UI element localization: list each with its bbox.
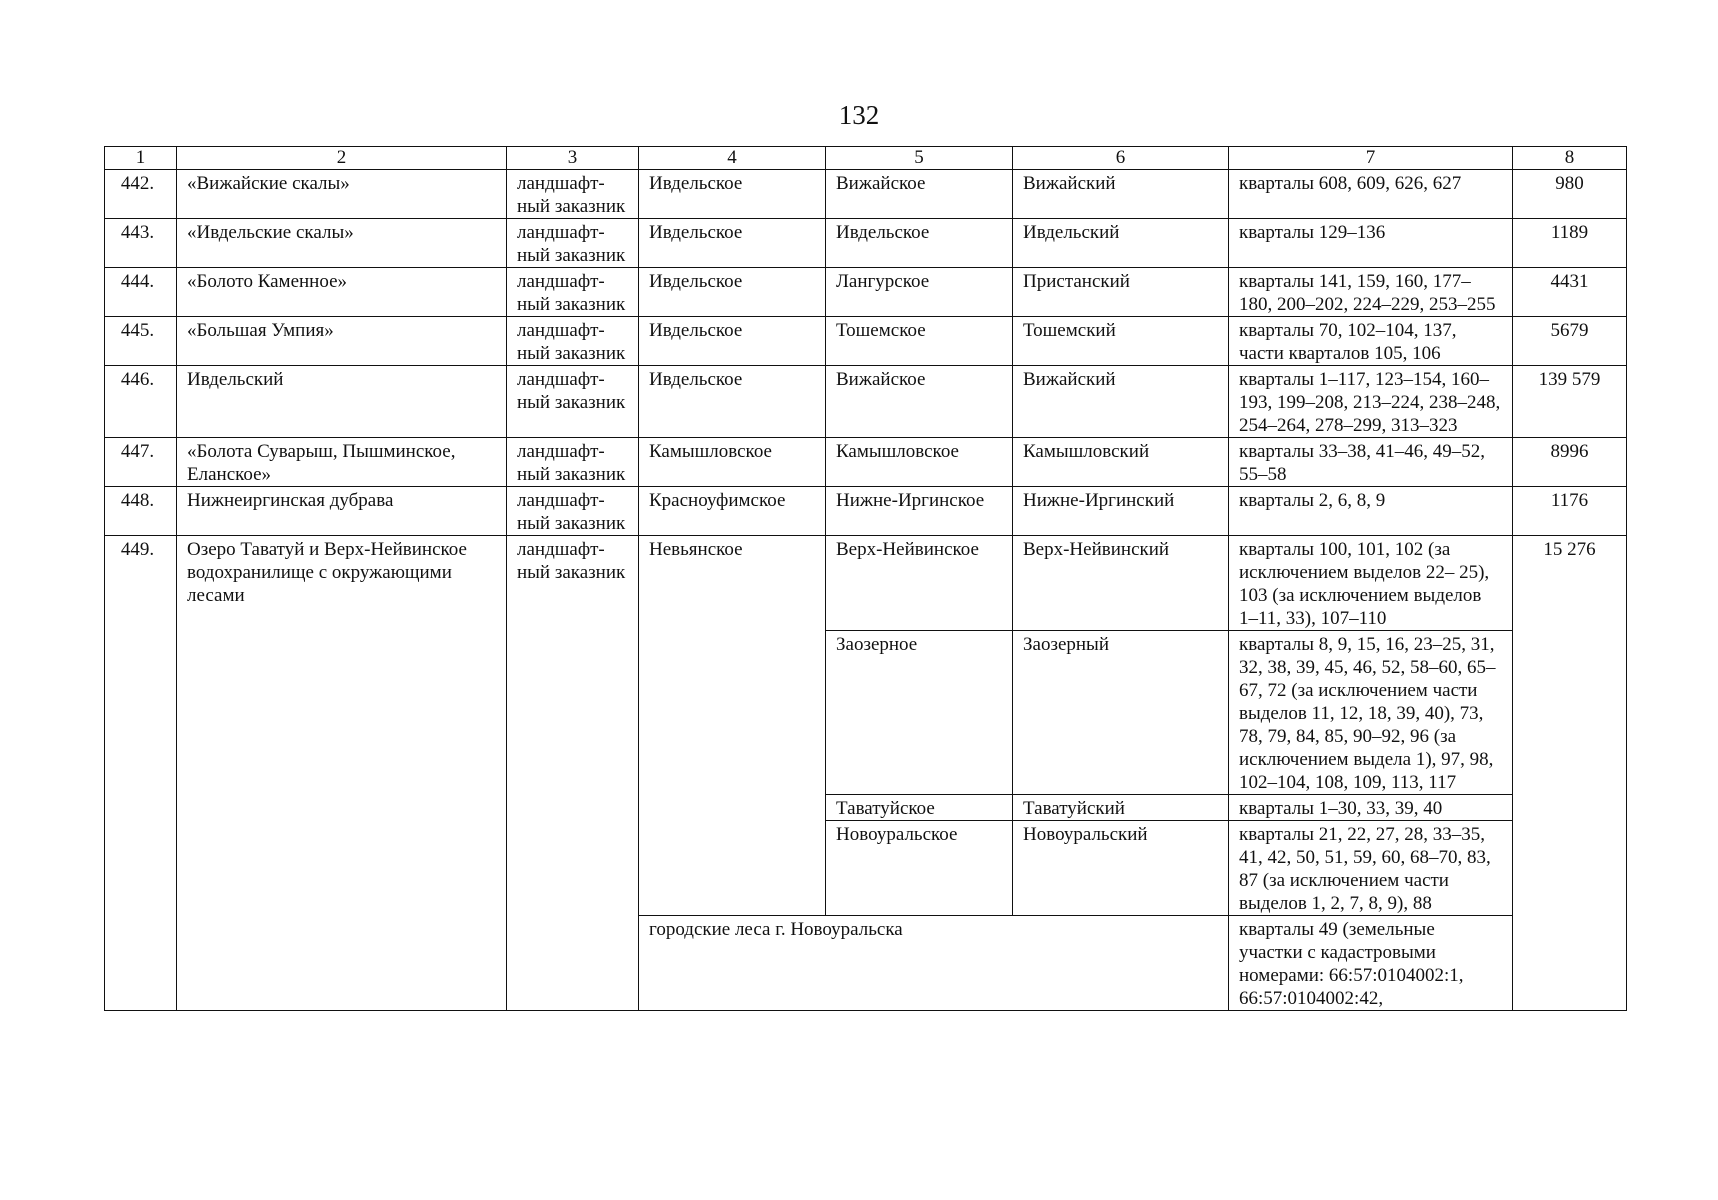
quarters-list: кварталы 21, 22, 27, 28, 33–35, 41, 42, 50, 51, 59, 60, 68–70, 83, 87 (за исключением части выделов 1, 2, 7, 8, 9), 88: [1229, 821, 1513, 916]
district-forestry: Вижайское: [826, 170, 1013, 219]
district-forestry: Камышловское: [826, 438, 1013, 487]
col-header: 5: [826, 147, 1013, 170]
table-row: [105, 366, 1627, 438]
area-ha: 139 579: [1513, 366, 1627, 438]
reserve-category: ландшафт-ный заказник: [507, 438, 639, 487]
district-forestry: Нижне-Иргинское: [826, 487, 1013, 536]
col-header: 7: [1229, 147, 1513, 170]
district-forestry: Заозерное: [826, 631, 1013, 795]
forest-section: Нижне-Иргинский: [1013, 487, 1229, 536]
quarters-list: кварталы 8, 9, 15, 16, 23–25, 31, 32, 38, 39, 45, 46, 52, 58–60, 65–67, 72 (за исключением части выделов 11, 12, 18, 39, 40), 73, 78, 79, 84, 85, 90–92, 96 (за исключением выдела 1), 97, 98, 102–104, 108, 109, 113, 117: [1229, 631, 1513, 795]
col-header: 1: [105, 147, 177, 170]
quarters-list: кварталы 129–136: [1229, 219, 1513, 268]
forest-section: Вижайский: [1013, 170, 1229, 219]
forest-section: Камышловский: [1013, 438, 1229, 487]
district-forestry: Лангурское: [826, 268, 1013, 317]
quarters-list: кварталы 1–117, 123–154, 160–193, 199–208, 213–224, 238–248, 254–264, 278–299, 313–323: [1229, 366, 1513, 438]
forestry-name: Ивдельское: [639, 366, 826, 438]
row-number: 446.: [105, 366, 177, 438]
district-forestry: Тошемское: [826, 317, 1013, 366]
forest-section: Ивдельский: [1013, 219, 1229, 268]
forest-section: Таватуйский: [1013, 795, 1229, 821]
row-number: 443.: [105, 219, 177, 268]
table-row: [105, 170, 1627, 219]
column-numbers-row: [105, 147, 1627, 170]
forest-section: Тошемский: [1013, 317, 1229, 366]
quarters-list: кварталы 1–30, 33, 39, 40: [1229, 795, 1513, 821]
reserve-name: «Вижайские скалы»: [177, 170, 507, 219]
quarters-list: кварталы 49 (земельные участки с кадастровыми номерами: 66:57:0104002:1, 66:57:0104002:42,: [1229, 916, 1513, 1011]
col-header: 3: [507, 147, 639, 170]
area-ha: 8996: [1513, 438, 1627, 487]
forestry-name: Ивдельское: [639, 219, 826, 268]
forestry-name: Невьянское: [639, 536, 826, 916]
reserve-category: ландшафт-ный заказник: [507, 219, 639, 268]
forest-section: Вижайский: [1013, 366, 1229, 438]
district-forestry: Ивдельское: [826, 219, 1013, 268]
table-row: [105, 268, 1627, 317]
reserve-category: ландшафт-ный заказник: [507, 170, 639, 219]
forestry-name: Ивдельское: [639, 317, 826, 366]
reserve-name: Ивдельский: [177, 366, 507, 438]
row-number: 448.: [105, 487, 177, 536]
row-number: 445.: [105, 317, 177, 366]
reserve-name: «Большая Умпия»: [177, 317, 507, 366]
row-number: 444.: [105, 268, 177, 317]
quarters-list: кварталы 141, 159, 160, 177–180, 200–202, 224–229, 253–255: [1229, 268, 1513, 317]
reserve-name: «Ивдельские скалы»: [177, 219, 507, 268]
table-row: [105, 487, 1627, 536]
forestry-name: Красноуфимское: [639, 487, 826, 536]
district-forestry: Вижайское: [826, 366, 1013, 438]
area-ha: 5679: [1513, 317, 1627, 366]
quarters-list: кварталы 33–38, 41–46, 49–52, 55–58: [1229, 438, 1513, 487]
reserve-name: Озеро Таватуй и Верх-Нейвинское водохранилище с окружающими лесами: [177, 536, 507, 1011]
forestry-name: Ивдельское: [639, 268, 826, 317]
forest-section: Пристанский: [1013, 268, 1229, 317]
table-row: [105, 536, 1627, 631]
area-ha: 980: [1513, 170, 1627, 219]
reserve-name: «Болото Каменное»: [177, 268, 507, 317]
area-ha: 1189: [1513, 219, 1627, 268]
row-number: 442.: [105, 170, 177, 219]
col-header: 2: [177, 147, 507, 170]
district-forestry: Новоуральское: [826, 821, 1013, 916]
quarters-list: кварталы 2, 6, 8, 9: [1229, 487, 1513, 536]
quarters-list: кварталы 608, 609, 626, 627: [1229, 170, 1513, 219]
protected-areas-table: [104, 146, 1627, 1011]
forest-section: Новоуральский: [1013, 821, 1229, 916]
col-header: 6: [1013, 147, 1229, 170]
forest-section: Заозерный: [1013, 631, 1229, 795]
reserve-name: «Болота Суварыш, Пышминское, Еланское»: [177, 438, 507, 487]
reserve-name: Нижнеиргинская дубрава: [177, 487, 507, 536]
page-number: 132: [838, 100, 880, 130]
forestry-name: Камышловское: [639, 438, 826, 487]
col-header: 4: [639, 147, 826, 170]
reserve-category: ландшафт-ный заказник: [507, 317, 639, 366]
quarters-list: кварталы 70, 102–104, 137, части кварталов 105, 106: [1229, 317, 1513, 366]
table-row: [105, 438, 1627, 487]
district-forestry: Таватуйское: [826, 795, 1013, 821]
col-header: 8: [1513, 147, 1627, 170]
district-forestry: Верх-Нейвинское: [826, 536, 1013, 631]
table-row: [105, 317, 1627, 366]
area-ha: 15 276: [1513, 536, 1627, 1011]
reserve-category: ландшафт-ный заказник: [507, 536, 639, 1011]
row-number: 447.: [105, 438, 177, 487]
reserve-category: ландшафт-ный заказник: [507, 487, 639, 536]
area-ha: 1176: [1513, 487, 1627, 536]
quarters-list: кварталы 100, 101, 102 (за исключением выделов 22– 25), 103 (за исключением выделов 1–11, 33), 107–110: [1229, 536, 1513, 631]
forest-section: Верх-Нейвинский: [1013, 536, 1229, 631]
table-row: [105, 219, 1627, 268]
reserve-category: ландшафт-ный заказник: [507, 366, 639, 438]
city-forest-label: городские леса г. Новоуральска: [639, 916, 1229, 1011]
reserve-category: ландшафт-ный заказник: [507, 268, 639, 317]
row-number: 449.: [105, 536, 177, 1011]
forestry-name: Ивдельское: [639, 170, 826, 219]
area-ha: 4431: [1513, 268, 1627, 317]
